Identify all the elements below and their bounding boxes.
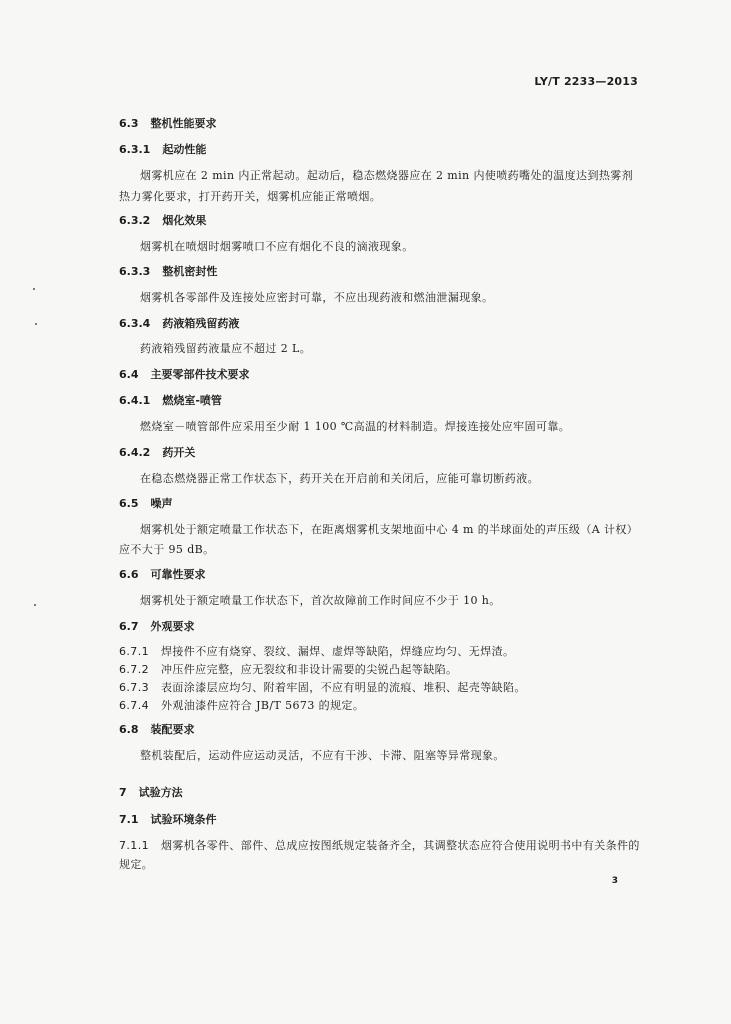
item-number: 6.7.1 [119, 645, 149, 658]
item-number: 6.7.4 [119, 699, 149, 712]
paragraph-text: 整机装配后，运动件应运动灵活，不应有干涉、卡滞、阻塞等异常现象。 [140, 749, 505, 762]
list-item [119, 663, 457, 677]
heading-6-6 [119, 568, 206, 582]
page-number: 3 [611, 876, 618, 886]
section-number: 6.7 [119, 620, 139, 633]
heading-6-5 [119, 497, 173, 511]
heading-7 [119, 786, 183, 800]
section-number: 6.4.1 [119, 394, 151, 407]
section-number: 6.3.3 [119, 265, 151, 278]
section-number: 7.1 [119, 813, 139, 826]
heading-6-3-4 [119, 317, 239, 331]
paragraph-text: 应不大于 95 dB。 [119, 543, 215, 556]
list-item [119, 645, 514, 659]
heading-6-4-1 [119, 394, 222, 408]
section-number: 6.6 [119, 568, 139, 581]
heading-6-4 [119, 368, 250, 382]
section-number: 6.3.2 [119, 214, 151, 227]
list-item [119, 681, 526, 695]
item-number: 6.7.2 [119, 663, 149, 676]
heading-6-3 [119, 117, 217, 131]
section-title: 装配要求 [150, 723, 195, 736]
section-title: 试验方法 [138, 786, 183, 799]
heading-6-4-2 [119, 446, 195, 460]
heading-6-3-1 [119, 143, 206, 157]
section-title: 整机密封性 [162, 265, 218, 278]
item-number: 6.7.3 [119, 681, 149, 694]
item-text: 焊接件不应有烧穿、裂纹、漏焊、虚焊等缺陷，焊缝应均匀、无焊渣。 [161, 645, 515, 658]
paragraph-text: 烟雾机应在 2 min 内正常起动。起动后，稳态燃烧器应在 2 min 内使喷药嘴处的温度达到热雾剂 [140, 169, 634, 182]
section-number: 6.8 [119, 723, 139, 736]
section-title: 起动性能 [162, 143, 207, 156]
paragraph-text: 热力雾化要求，打开药开关，烟雾机应能正常喷烟。 [119, 190, 382, 203]
heading-6-8 [119, 723, 195, 737]
paragraph-text: 规定。 [119, 858, 154, 871]
section-title: 整机性能要求 [150, 117, 217, 130]
section-number: 7 [119, 786, 127, 799]
heading-6-3-3 [119, 265, 217, 279]
section-title: 试验环境条件 [150, 813, 217, 826]
section-title: 可靠性要求 [150, 568, 206, 581]
section-number: 6.5 [119, 497, 139, 510]
section-number: 6.4.2 [119, 446, 151, 459]
item-text: 烟雾机各零件、部件、总成应按图纸规定装备齐全，其调整状态应符合使用说明书中有关条件的 [161, 839, 640, 852]
paragraph-text: 药液箱残留药液量应不超过 2 L。 [140, 342, 312, 355]
item-text: 表面涂漆层应均匀、附着牢固，不应有明显的流痕、堆积、起壳等缺陷。 [161, 681, 526, 694]
paragraph-text [119, 839, 640, 853]
scan-speck [35, 323, 37, 325]
standard-code: LY/T 2233—2013 [534, 75, 638, 88]
paragraph-text: 烟雾机处于额定喷量工作状态下，在距离烟雾机支架地面中心 4 m 的半球面处的声压级（A 计权） [140, 523, 639, 536]
heading-7-1 [119, 813, 217, 827]
scan-speck [33, 288, 35, 290]
paragraph-text: 烟雾机在喷烟时烟雾喷口不应有烟化不良的滴液现象。 [140, 240, 414, 253]
section-title: 燃烧室-喷管 [162, 394, 222, 407]
section-title: 噪声 [150, 497, 173, 510]
section-number: 6.3 [119, 117, 139, 130]
paragraph-text: 燃烧室－喷管部件应采用至少耐 1 100 ℃高温的材料制造。焊接连接处应牢固可靠。 [140, 420, 571, 433]
item-text: 冲压件应完整，应无裂纹和非设计需要的尖锐凸起等缺陷。 [161, 663, 458, 676]
heading-6-7 [119, 620, 195, 634]
item-number: 7.1.1 [119, 839, 149, 852]
section-title: 药液箱残留药液 [162, 317, 240, 330]
list-item [119, 699, 364, 713]
item-text: 外观油漆件应符合 JB/T 5673 的规定。 [161, 699, 365, 712]
section-title: 外观要求 [150, 620, 195, 633]
section-title: 烟化效果 [162, 214, 207, 227]
paragraph-text: 烟雾机各零部件及连接处应密封可靠，不应出现药液和燃油泄漏现象。 [140, 291, 494, 304]
section-number: 6.3.4 [119, 317, 151, 330]
section-number: 6.4 [119, 368, 139, 381]
section-title: 主要零部件技术要求 [150, 368, 250, 381]
paragraph-text: 烟雾机处于额定喷量工作状态下，首次故障前工作时间应不少于 10 h。 [140, 594, 501, 607]
section-number: 6.3.1 [119, 143, 151, 156]
scan-speck [34, 604, 36, 606]
heading-6-3-2 [119, 214, 206, 228]
section-title: 药开关 [162, 446, 196, 459]
paragraph-text: 在稳态燃烧器正常工作状态下，药开关在开启前和关闭后，应能可靠切断药液。 [140, 472, 539, 485]
